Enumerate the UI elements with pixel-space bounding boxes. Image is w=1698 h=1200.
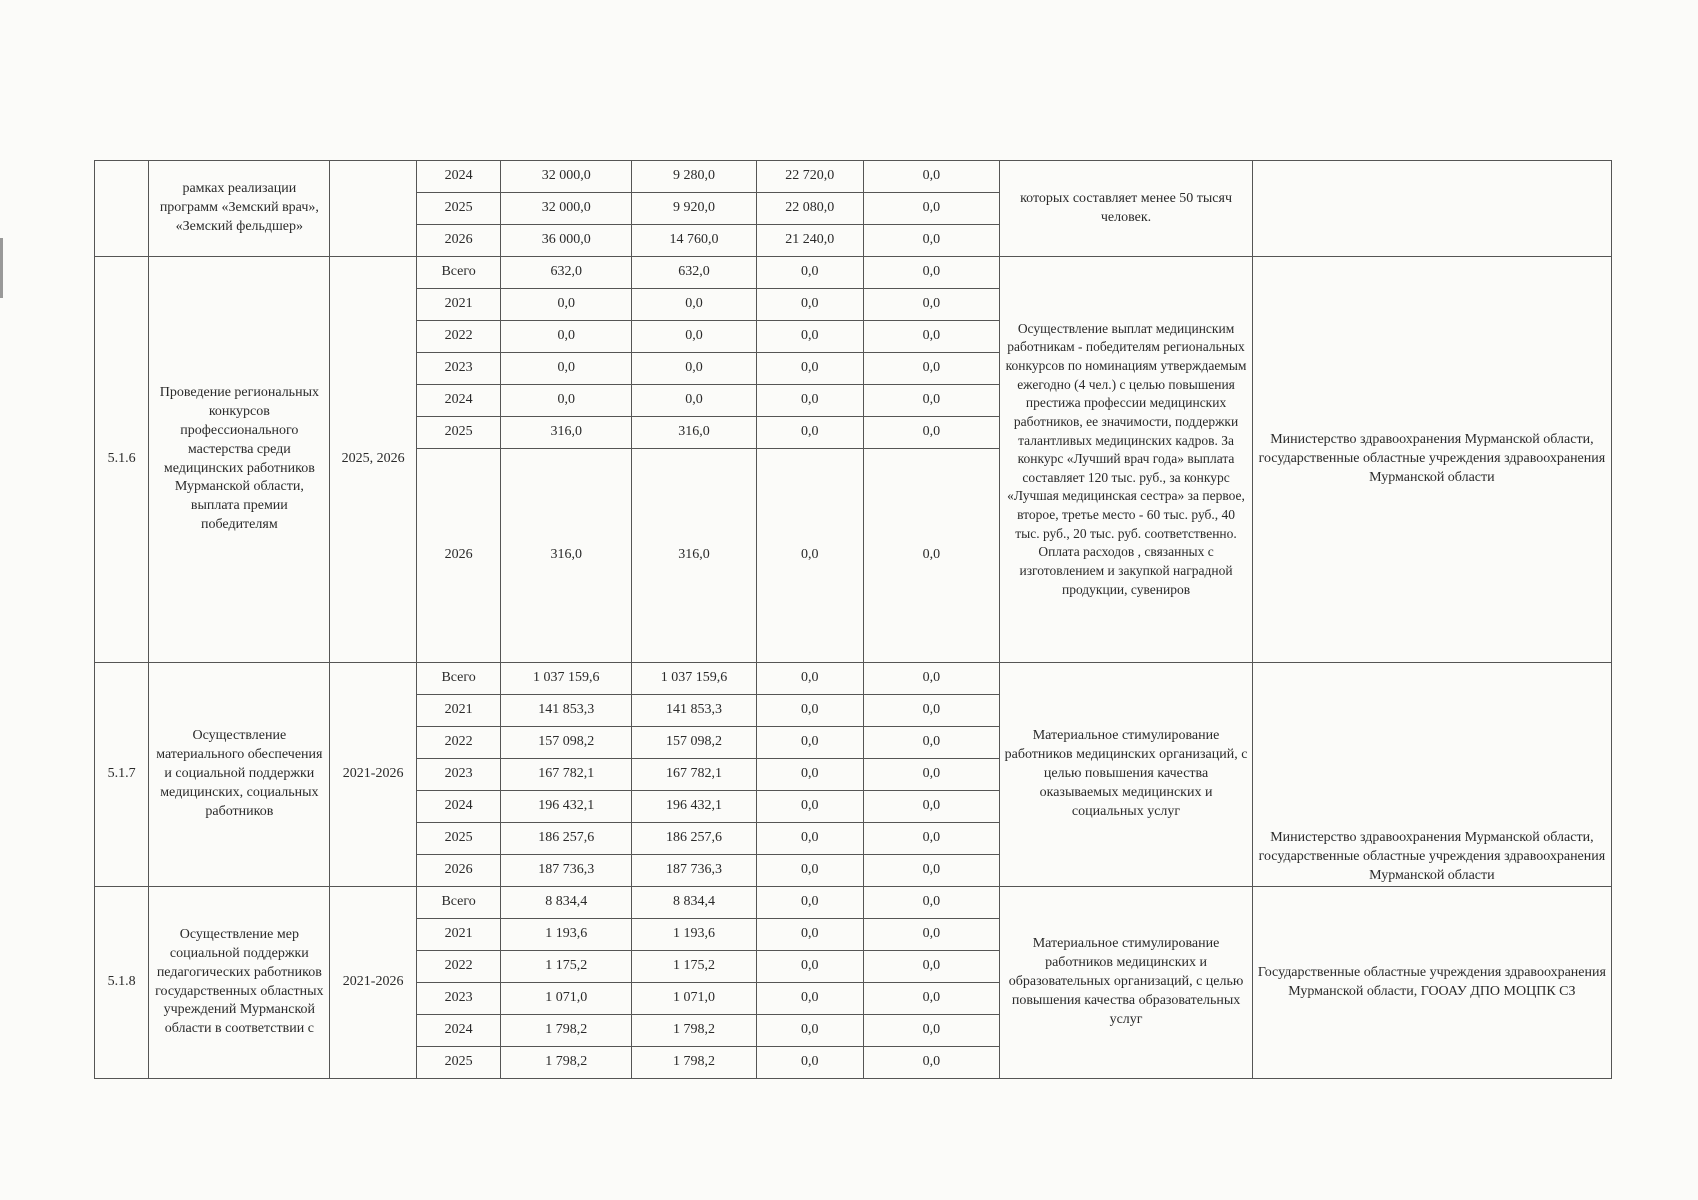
- total-cell: 0,0: [501, 353, 632, 385]
- total-cell: 1 193,6: [501, 919, 632, 951]
- other-sources-cell: 0,0: [863, 225, 1000, 257]
- total-cell: 1 037 159,6: [501, 663, 632, 695]
- total-cell: 1 071,0: [501, 983, 632, 1015]
- regional-budget-cell: 0,0: [756, 791, 863, 823]
- regional-budget-cell: 0,0: [756, 983, 863, 1015]
- regional-budget-cell: 0,0: [756, 289, 863, 321]
- total-cell: 1 798,2: [501, 1015, 632, 1047]
- period-cell: [330, 161, 417, 257]
- other-sources-cell: 0,0: [863, 161, 1000, 193]
- regional-budget-cell: 0,0: [756, 257, 863, 289]
- regional-budget-cell: 22 720,0: [756, 161, 863, 193]
- regional-budget-cell: 0,0: [756, 887, 863, 919]
- federal-budget-cell: 316,0: [632, 417, 757, 449]
- other-sources-cell: 0,0: [863, 385, 1000, 417]
- year-cell: 2022: [416, 951, 501, 983]
- measure-name-cell: рамках реализации программ «Земский врач», «Земский фельдшер»: [149, 161, 330, 257]
- other-sources-cell: 0,0: [863, 257, 1000, 289]
- regional-budget-cell: 0,0: [756, 1047, 863, 1079]
- federal-budget-cell: 1 798,2: [632, 1047, 757, 1079]
- other-sources-cell: 0,0: [863, 193, 1000, 225]
- executor-cell: Министерство здравоохранения Мурманской области, государственные областные учреждения здравоохранения Мурманской области: [1252, 257, 1611, 663]
- result-cell: Материальное стимулирование работников медицинских и образовательных организаций, с целью повышения качества образовательных услуг: [1000, 887, 1252, 1079]
- federal-budget-cell: 187 736,3: [632, 855, 757, 887]
- regional-budget-cell: 0,0: [756, 449, 863, 663]
- regional-budget-cell: 0,0: [756, 417, 863, 449]
- total-cell: 316,0: [501, 449, 632, 663]
- total-cell: 1 798,2: [501, 1047, 632, 1079]
- total-cell: 8 834,4: [501, 887, 632, 919]
- other-sources-cell: 0,0: [863, 759, 1000, 791]
- measure-name-cell: Осуществление материального обеспечения и социальной поддержки медицинских, социальных работников: [149, 663, 330, 887]
- code-cell: 5.1.8: [95, 887, 149, 1079]
- federal-budget-cell: 196 432,1: [632, 791, 757, 823]
- regional-budget-cell: 21 240,0: [756, 225, 863, 257]
- year-cell: 2024: [416, 385, 501, 417]
- regional-budget-cell: 0,0: [756, 695, 863, 727]
- regional-budget-cell: 0,0: [756, 385, 863, 417]
- year-cell: Всего: [416, 257, 501, 289]
- total-cell: 32 000,0: [501, 193, 632, 225]
- federal-budget-cell: 1 037 159,6: [632, 663, 757, 695]
- total-cell: 157 098,2: [501, 727, 632, 759]
- year-cell: Всего: [416, 887, 501, 919]
- federal-budget-cell: 157 098,2: [632, 727, 757, 759]
- federal-budget-cell: 8 834,4: [632, 887, 757, 919]
- year-cell: 2026: [416, 225, 501, 257]
- year-cell: 2022: [416, 727, 501, 759]
- other-sources-cell: 0,0: [863, 983, 1000, 1015]
- other-sources-cell: 0,0: [863, 951, 1000, 983]
- regional-budget-cell: 0,0: [756, 663, 863, 695]
- year-cell: 2025: [416, 417, 501, 449]
- other-sources-cell: 0,0: [863, 321, 1000, 353]
- total-cell: 0,0: [501, 289, 632, 321]
- total-cell: 167 782,1: [501, 759, 632, 791]
- total-cell: 186 257,6: [501, 823, 632, 855]
- period-cell: 2025, 2026: [330, 257, 417, 663]
- other-sources-cell: 0,0: [863, 449, 1000, 663]
- year-cell: 2023: [416, 353, 501, 385]
- year-cell: 2025: [416, 193, 501, 225]
- other-sources-cell: 0,0: [863, 1015, 1000, 1047]
- federal-budget-cell: 167 782,1: [632, 759, 757, 791]
- federal-budget-cell: 0,0: [632, 353, 757, 385]
- total-cell: 1 175,2: [501, 951, 632, 983]
- federal-budget-cell: 9 280,0: [632, 161, 757, 193]
- code-cell: 5.1.6: [95, 257, 149, 663]
- federal-budget-cell: 1 798,2: [632, 1015, 757, 1047]
- scan-edge-mark: [0, 238, 3, 298]
- total-cell: 187 736,3: [501, 855, 632, 887]
- year-cell: 2021: [416, 919, 501, 951]
- executor-cell: Государственные областные учреждения здравоохранения Мурманской области, ГООАУ ДПО МОЦПК СЗ: [1252, 887, 1611, 1079]
- period-cell: 2021-2026: [330, 887, 417, 1079]
- regional-budget-cell: 0,0: [756, 321, 863, 353]
- year-cell: Всего: [416, 663, 501, 695]
- federal-budget-cell: 141 853,3: [632, 695, 757, 727]
- other-sources-cell: 0,0: [863, 695, 1000, 727]
- program-measures-table: [94, 160, 1612, 1079]
- federal-budget-cell: 1 071,0: [632, 983, 757, 1015]
- year-cell: 2021: [416, 695, 501, 727]
- regional-budget-cell: 0,0: [756, 823, 863, 855]
- other-sources-cell: 0,0: [863, 353, 1000, 385]
- total-cell: 36 000,0: [501, 225, 632, 257]
- table-row: [95, 161, 1612, 193]
- year-cell: 2024: [416, 1015, 501, 1047]
- result-cell: которых составляет менее 50 тысяч человек.: [1000, 161, 1252, 257]
- federal-budget-cell: 1 175,2: [632, 951, 757, 983]
- year-cell: 2025: [416, 823, 501, 855]
- year-cell: 2023: [416, 983, 501, 1015]
- federal-budget-cell: 632,0: [632, 257, 757, 289]
- table-row: [95, 887, 1612, 919]
- total-cell: 632,0: [501, 257, 632, 289]
- period-cell: 2021-2026: [330, 663, 417, 887]
- table-row: [95, 257, 1612, 289]
- regional-budget-cell: 0,0: [756, 353, 863, 385]
- other-sources-cell: 0,0: [863, 887, 1000, 919]
- table-row: [95, 663, 1612, 695]
- federal-budget-cell: 9 920,0: [632, 193, 757, 225]
- code-cell: 5.1.7: [95, 663, 149, 887]
- year-cell: 2026: [416, 855, 501, 887]
- federal-budget-cell: 186 257,6: [632, 823, 757, 855]
- other-sources-cell: 0,0: [863, 919, 1000, 951]
- total-cell: 32 000,0: [501, 161, 632, 193]
- year-cell: 2023: [416, 759, 501, 791]
- result-cell: Осуществление выплат медицинским работникам - победителям региональных конкурсов по номинациям утверждаемым ежегодно (4 чел.) с целью повышения престижа профессии медицинских работников, ее значимости, поддержки талантливых медицинских кадров. За конкурс «Лучший врач года» выплата составляет 120 тыс. руб., за конкурс «Лучшая медицинская сестра» за первое, второе, третье место - 60 тыс. руб., 40 тыс. руб., 20 тыс. руб. соответственно. Оплата расходов , связанных с изготовлением и закупкой наградной продукции, сувениров: [1000, 257, 1252, 663]
- year-cell: 2026: [416, 449, 501, 663]
- other-sources-cell: 0,0: [863, 289, 1000, 321]
- federal-budget-cell: 0,0: [632, 321, 757, 353]
- regional-budget-cell: 0,0: [756, 759, 863, 791]
- other-sources-cell: 0,0: [863, 727, 1000, 759]
- regional-budget-cell: 0,0: [756, 951, 863, 983]
- year-cell: 2024: [416, 161, 501, 193]
- year-cell: 2022: [416, 321, 501, 353]
- federal-budget-cell: 0,0: [632, 385, 757, 417]
- other-sources-cell: 0,0: [863, 1047, 1000, 1079]
- total-cell: 316,0: [501, 417, 632, 449]
- federal-budget-cell: 1 193,6: [632, 919, 757, 951]
- other-sources-cell: 0,0: [863, 791, 1000, 823]
- total-cell: 0,0: [501, 321, 632, 353]
- result-cell: Материальное стимулирование работников медицинских организаций, с целью повышения качества оказываемых медицинских и социальных услуг: [1000, 663, 1252, 887]
- regional-budget-cell: 0,0: [756, 1015, 863, 1047]
- code-cell: [95, 161, 149, 257]
- total-cell: 0,0: [501, 385, 632, 417]
- executor-cell: Министерство здравоохранения Мурманской области, государственные областные учреждения здравоохранения Мурманской области: [1252, 663, 1611, 887]
- other-sources-cell: 0,0: [863, 855, 1000, 887]
- executor-cell: [1252, 161, 1611, 257]
- year-cell: 2024: [416, 791, 501, 823]
- total-cell: 196 432,1: [501, 791, 632, 823]
- regional-budget-cell: 22 080,0: [756, 193, 863, 225]
- regional-budget-cell: 0,0: [756, 919, 863, 951]
- year-cell: 2021: [416, 289, 501, 321]
- federal-budget-cell: 316,0: [632, 449, 757, 663]
- regional-budget-cell: 0,0: [756, 727, 863, 759]
- total-cell: 141 853,3: [501, 695, 632, 727]
- other-sources-cell: 0,0: [863, 823, 1000, 855]
- other-sources-cell: 0,0: [863, 417, 1000, 449]
- federal-budget-cell: 14 760,0: [632, 225, 757, 257]
- measure-name-cell: Осуществление мер социальной поддержки педагогических работников государственных областных учреждений Мурманской области в соответствии с: [149, 887, 330, 1079]
- federal-budget-cell: 0,0: [632, 289, 757, 321]
- other-sources-cell: 0,0: [863, 663, 1000, 695]
- regional-budget-cell: 0,0: [756, 855, 863, 887]
- year-cell: 2025: [416, 1047, 501, 1079]
- measure-name-cell: Проведение региональных конкурсов профессионального мастерства среди медицинских работников Мурманской области, выплата премии победителям: [149, 257, 330, 663]
